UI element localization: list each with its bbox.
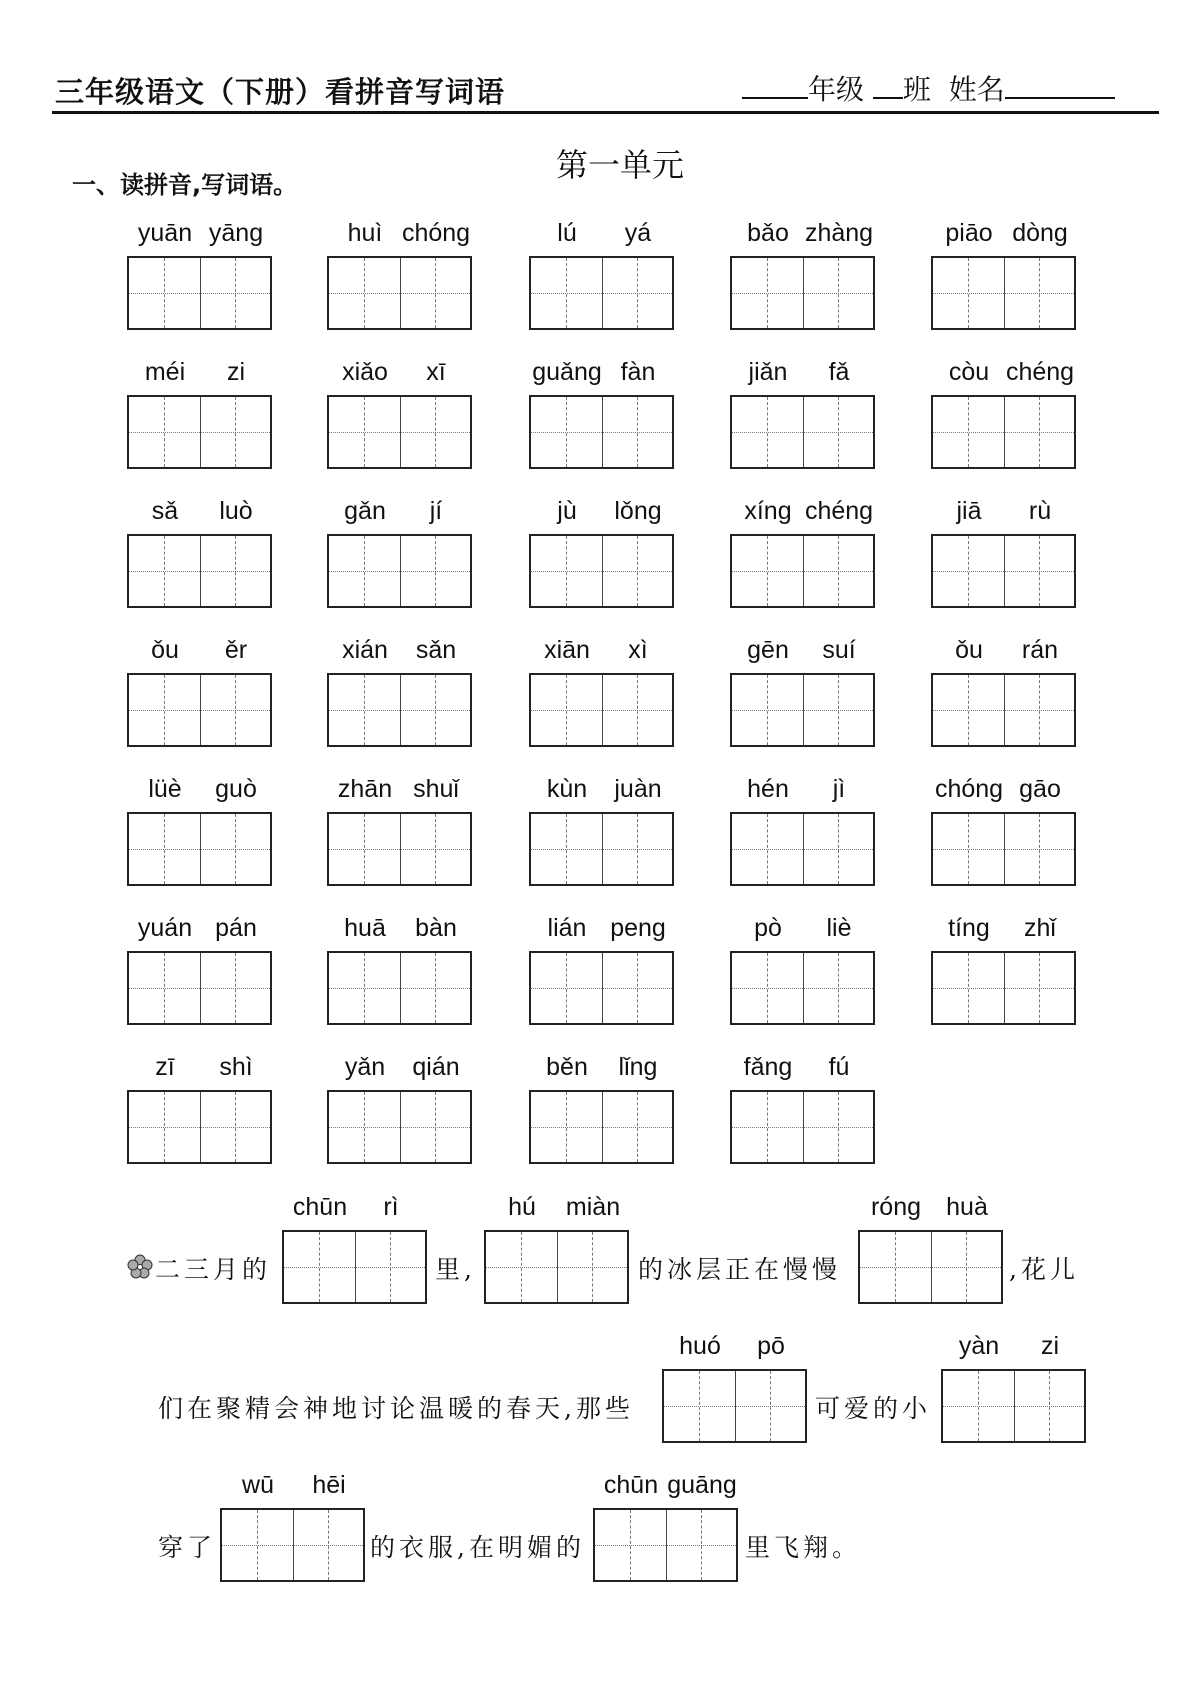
- writing-box[interactable]: [529, 951, 674, 1025]
- writing-box[interactable]: [730, 812, 875, 886]
- pinyin-syllable: suí: [822, 636, 856, 664]
- grid-guide-line: [329, 432, 470, 433]
- pinyin-syllable: kùn: [546, 775, 588, 803]
- pinyin-syllable: gāo: [1019, 775, 1061, 803]
- grade-blank[interactable]: [742, 75, 808, 99]
- pinyin-syllable: yuān: [137, 219, 193, 247]
- pinyin-syllable: rán: [1021, 636, 1059, 664]
- pinyin-syllable: hú: [508, 1193, 536, 1221]
- passage-text: 的衣服,在明媚的: [370, 1533, 585, 1562]
- pinyin-syllable: lüè: [148, 775, 182, 803]
- writing-box[interactable]: [931, 673, 1076, 747]
- pinyin-syllable: huā: [344, 914, 386, 942]
- pinyin-syllable: lǒng: [614, 497, 662, 525]
- pinyin-syllable: zi: [1040, 1332, 1060, 1360]
- grid-guide-line: [732, 849, 873, 850]
- passage-text: ,花儿: [1009, 1255, 1079, 1284]
- writing-box[interactable]: [730, 673, 875, 747]
- pinyin-syllable: chóng: [401, 219, 471, 247]
- pinyin-syllable: guǎng: [532, 358, 602, 386]
- grid-guide-line: [486, 1267, 627, 1268]
- passage-text: 二三月的: [155, 1255, 272, 1284]
- writing-box[interactable]: [931, 812, 1076, 886]
- pinyin-syllable: huà: [946, 1193, 988, 1221]
- header-divider: [52, 111, 1159, 114]
- grid-guide-line: [531, 710, 672, 711]
- passage-text: 可爱的小: [815, 1394, 932, 1423]
- name-blank[interactable]: [1005, 75, 1115, 99]
- flower-icon: [127, 1254, 153, 1280]
- pinyin-syllable: piāo: [945, 219, 993, 247]
- pinyin-syllable: gēn: [747, 636, 789, 664]
- pinyin-syllable: zhàng: [804, 219, 874, 247]
- grid-guide-line: [664, 1406, 805, 1407]
- pinyin-syllable: luò: [219, 497, 253, 525]
- name-label: 姓名: [948, 73, 1005, 106]
- writing-box[interactable]: [529, 534, 674, 608]
- pinyin-syllable: bǎo: [747, 219, 789, 247]
- grid-guide-line: [129, 293, 270, 294]
- class-label: 班: [902, 73, 931, 106]
- writing-box[interactable]: [282, 1230, 427, 1304]
- pinyin-syllable: fǎng: [743, 1053, 793, 1081]
- writing-box[interactable]: [127, 1090, 272, 1164]
- pinyin-syllable: miàn: [565, 1193, 621, 1221]
- pinyin-syllable: gǎn: [344, 497, 386, 525]
- writing-box[interactable]: [941, 1369, 1086, 1443]
- pinyin-syllable: guò: [215, 775, 257, 803]
- pinyin-syllable: sǎn: [415, 636, 457, 664]
- pinyin-syllable: wū: [242, 1471, 274, 1499]
- pinyin-syllable: xì: [628, 636, 648, 664]
- writing-box[interactable]: [484, 1230, 629, 1304]
- pinyin-syllable: tíng: [948, 914, 990, 942]
- grid-guide-line: [732, 432, 873, 433]
- pinyin-syllable: xiǎo: [342, 358, 388, 386]
- grid-guide-line: [129, 849, 270, 850]
- pinyin-syllable: shì: [219, 1053, 253, 1081]
- grid-guide-line: [933, 293, 1074, 294]
- pinyin-syllable: liè: [826, 914, 852, 942]
- writing-box[interactable]: [327, 534, 472, 608]
- writing-box[interactable]: [327, 256, 472, 330]
- writing-box[interactable]: [730, 256, 875, 330]
- grid-guide-line: [732, 1127, 873, 1128]
- writing-box[interactable]: [858, 1230, 1003, 1304]
- writing-box[interactable]: [127, 812, 272, 886]
- pinyin-syllable: huì: [347, 219, 383, 247]
- pinyin-syllable: hēi: [312, 1471, 346, 1499]
- passage-text: 里,: [435, 1255, 476, 1284]
- pinyin-syllable: róng: [870, 1193, 922, 1221]
- passage-text: 们在聚精会神地讨论温暖的春天,那些: [158, 1394, 634, 1423]
- writing-box[interactable]: [127, 673, 272, 747]
- writing-box[interactable]: [529, 1090, 674, 1164]
- writing-box[interactable]: [931, 534, 1076, 608]
- grid-guide-line: [933, 849, 1074, 850]
- pinyin-syllable: xī: [426, 358, 446, 386]
- grid-guide-line: [531, 849, 672, 850]
- writing-box[interactable]: [931, 256, 1076, 330]
- grid-guide-line: [732, 571, 873, 572]
- writing-box[interactable]: [529, 256, 674, 330]
- passage-text: 的冰层正在慢慢: [638, 1255, 842, 1284]
- pinyin-syllable: jí: [429, 497, 443, 525]
- grid-guide-line: [129, 1127, 270, 1128]
- writing-box[interactable]: [730, 395, 875, 469]
- grid-guide-line: [222, 1545, 363, 1546]
- grid-guide-line: [329, 571, 470, 572]
- pinyin-syllable: pō: [757, 1332, 785, 1360]
- grid-guide-line: [933, 571, 1074, 572]
- writing-box[interactable]: [127, 534, 272, 608]
- writing-box[interactable]: [730, 1090, 875, 1164]
- pinyin-syllable: méi: [144, 358, 186, 386]
- pinyin-syllable: yāng: [208, 219, 264, 247]
- pinyin-syllable: huó: [679, 1332, 721, 1360]
- pinyin-syllable: hén: [747, 775, 789, 803]
- pinyin-syllable: ěr: [224, 636, 248, 664]
- grid-guide-line: [531, 432, 672, 433]
- writing-box[interactable]: [931, 951, 1076, 1025]
- pinyin-syllable: yá: [624, 219, 652, 247]
- grid-guide-line: [933, 710, 1074, 711]
- pinyin-syllable: xiān: [544, 636, 590, 664]
- pinyin-syllable: dòng: [1012, 219, 1068, 247]
- pinyin-syllable: rù: [1028, 497, 1052, 525]
- pinyin-syllable: zi: [226, 358, 246, 386]
- pinyin-syllable: chóng: [934, 775, 1004, 803]
- pinyin-syllable: pán: [215, 914, 257, 942]
- pinyin-syllable: lián: [547, 914, 587, 942]
- grid-guide-line: [531, 571, 672, 572]
- pinyin-syllable: xíng: [744, 497, 792, 525]
- grid-guide-line: [531, 293, 672, 294]
- writing-box[interactable]: [327, 1090, 472, 1164]
- grade-label: 年级: [808, 73, 865, 106]
- writing-box[interactable]: [327, 673, 472, 747]
- pinyin-syllable: yuán: [137, 914, 193, 942]
- grid-guide-line: [732, 988, 873, 989]
- pinyin-syllable: fàn: [620, 358, 656, 386]
- pinyin-syllable: ǒu: [151, 636, 179, 664]
- pinyin-syllable: shuǐ: [413, 775, 459, 803]
- grid-guide-line: [329, 1127, 470, 1128]
- pinyin-syllable: rì: [383, 1193, 399, 1221]
- grid-guide-line: [732, 710, 873, 711]
- pinyin-syllable: ǒu: [955, 636, 983, 664]
- grid-guide-line: [129, 432, 270, 433]
- pinyin-syllable: běn: [546, 1053, 588, 1081]
- pinyin-syllable: còu: [948, 358, 990, 386]
- pinyin-syllable: jiǎn: [748, 358, 788, 386]
- grid-guide-line: [129, 988, 270, 989]
- writing-box[interactable]: [662, 1369, 807, 1443]
- writing-box[interactable]: [127, 395, 272, 469]
- pinyin-syllable: yàn: [958, 1332, 1000, 1360]
- grid-guide-line: [943, 1406, 1084, 1407]
- section-instruction: 一、读拼音,写词语。: [72, 171, 298, 199]
- writing-box[interactable]: [730, 534, 875, 608]
- pinyin-syllable: sǎ: [151, 497, 179, 525]
- grid-guide-line: [933, 432, 1074, 433]
- pinyin-syllable: pò: [754, 914, 782, 942]
- writing-box[interactable]: [327, 951, 472, 1025]
- writing-box[interactable]: [127, 951, 272, 1025]
- pinyin-syllable: lú: [557, 219, 577, 247]
- grid-guide-line: [329, 710, 470, 711]
- pinyin-syllable: lǐng: [618, 1053, 658, 1081]
- grid-guide-line: [129, 710, 270, 711]
- pinyin-syllable: bàn: [415, 914, 457, 942]
- writing-box[interactable]: [529, 395, 674, 469]
- writing-box[interactable]: [529, 812, 674, 886]
- pinyin-syllable: yǎn: [344, 1053, 386, 1081]
- pinyin-syllable: xián: [342, 636, 388, 664]
- writing-box[interactable]: [529, 673, 674, 747]
- worksheet-title: 三年级语文（下册）看拼音写词语: [55, 75, 506, 109]
- pinyin-syllable: jì: [832, 775, 846, 803]
- writing-box[interactable]: [931, 395, 1076, 469]
- grid-guide-line: [595, 1545, 736, 1546]
- unit-title: 第一单元: [555, 146, 684, 184]
- grid-guide-line: [129, 571, 270, 572]
- grid-guide-line: [933, 988, 1074, 989]
- pinyin-syllable: zī: [155, 1053, 175, 1081]
- writing-box[interactable]: [730, 951, 875, 1025]
- pinyin-syllable: qián: [412, 1053, 460, 1081]
- grid-guide-line: [531, 1127, 672, 1128]
- pinyin-syllable: chéng: [1005, 358, 1075, 386]
- writing-box[interactable]: [127, 256, 272, 330]
- writing-box[interactable]: [327, 395, 472, 469]
- class-blank[interactable]: [873, 75, 903, 99]
- pinyin-syllable: zhǐ: [1024, 914, 1056, 942]
- grid-guide-line: [329, 849, 470, 850]
- pinyin-syllable: jù: [557, 497, 577, 525]
- passage-text: 穿了: [158, 1533, 217, 1562]
- pinyin-syllable: chūn: [292, 1193, 348, 1221]
- pinyin-syllable: zhān: [337, 775, 393, 803]
- pinyin-syllable: fǎ: [828, 358, 850, 386]
- pinyin-syllable: jiā: [956, 497, 982, 525]
- writing-box[interactable]: [327, 812, 472, 886]
- grid-guide-line: [284, 1267, 425, 1268]
- pinyin-syllable: chūn: [603, 1471, 659, 1499]
- grid-guide-line: [329, 293, 470, 294]
- pinyin-syllable: chéng: [804, 497, 874, 525]
- pinyin-syllable: peng: [610, 914, 666, 942]
- grid-guide-line: [329, 988, 470, 989]
- grid-guide-line: [531, 988, 672, 989]
- grid-guide-line: [732, 293, 873, 294]
- pinyin-syllable: guāng: [667, 1471, 737, 1499]
- passage-text: 里飞翔。: [745, 1533, 862, 1562]
- student-info: [742, 68, 1115, 108]
- pinyin-syllable: fú: [828, 1053, 850, 1081]
- writing-box[interactable]: [220, 1508, 365, 1582]
- writing-box[interactable]: [593, 1508, 738, 1582]
- pinyin-syllable: juàn: [614, 775, 662, 803]
- grid-guide-line: [860, 1267, 1001, 1268]
